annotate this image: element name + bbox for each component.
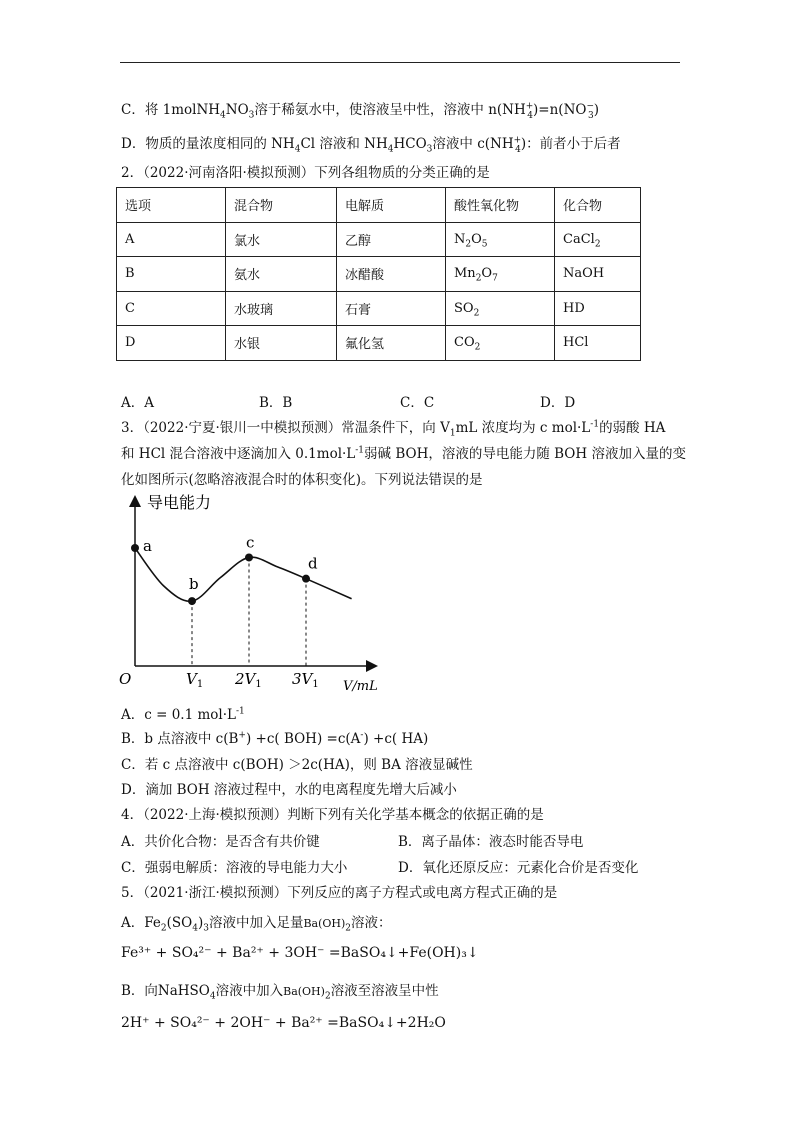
option-c-statement: C．将 $1molNH_4NO_3$溶于稀氨水中，使溶液呈中性，溶液中 $n(NH^+_4)=n(NO^-_3)$ [121, 101, 600, 121]
table-cell: 水银 [226, 326, 337, 361]
q3-option-b[interactable]: B．b 点溶液中 c(B+) +c( BOH) =c(A-) +c( HA) [121, 730, 429, 747]
data-point-b [188, 597, 196, 605]
q3-option-a[interactable]: A．c = 0.1 $mol\cdot L^{-1}$ [121, 706, 245, 723]
table-cell: CaCl$_2$ [555, 222, 641, 257]
answer-option[interactable]: D．D [540, 395, 576, 411]
table-cell: $SO_2$ [446, 291, 555, 326]
question-3-line-2: 和 HCl 混合溶液中逐滴加入 $0.1mol\cdot L^{-1}$弱碱 BOH，溶液的导电能力随 BOH 溶液加入量的变 [121, 445, 686, 462]
table-header-row [117, 188, 641, 223]
table-cell: 水玻璃 [226, 291, 337, 326]
q5-option-b[interactable]: B．向NaHSO$_4$溶液中加入$Ba(OH)_2$溶液至溶液呈中性 [121, 983, 439, 1002]
table-cell: 氯水 [226, 222, 337, 257]
q5-option-a[interactable]: A．$Fe_2(SO_4)_3$溶液中加入足量$Ba(OH)_2$溶液： [121, 915, 392, 934]
classification-table [116, 187, 641, 361]
table-cell: B [117, 257, 226, 292]
table-header: 化合物 [555, 188, 641, 223]
answer-option[interactable]: C．C [400, 395, 435, 411]
table-header: 酸性氧化物 [446, 188, 555, 223]
question-5-title: 5．（2021·浙江·模拟预测）下列反应的离子方程式或电离方程式正确的是 [121, 885, 558, 901]
header-rule [120, 62, 680, 63]
table-cell: 乙醇 [337, 222, 446, 257]
x-tick-label: $3V_1$ [292, 670, 319, 690]
x-tick-label: $V_1$ [186, 670, 204, 690]
table-cell: 石膏 [337, 291, 446, 326]
data-point-c [245, 553, 253, 561]
q3-option-c[interactable]: C．若 c 点溶液中 c(BOH) ＞2c(HA)，则 BA 溶液显碱性 [121, 757, 473, 773]
table-cell: D [117, 326, 226, 361]
table-cell: C [117, 291, 226, 326]
table-cell: 氨水 [226, 257, 337, 292]
point-label: a [143, 537, 152, 555]
question-2-options [121, 394, 575, 412]
question-2-title: 2．（2022·河南洛阳·模拟预测）下列各组物质的分类正确的是 [121, 165, 490, 181]
q3-option-d[interactable]: D．滴加 BOH 溶液过程中，水的电离程度先增大后减小 [121, 782, 457, 798]
table-header: 混合物 [226, 188, 337, 223]
point-label: b [189, 575, 199, 594]
table-cell: NaOH [555, 257, 641, 292]
table-cell: HCl [555, 326, 641, 361]
question-3-line-3: 化如图所示(忽略溶液混合时的体积变化)。下列说法错误的是 [121, 472, 483, 488]
table-row [117, 326, 641, 361]
question-4-title: 4．（2022·上海·模拟预测）判断下列有关化学基本概念的依据正确的是 [121, 807, 544, 823]
table-cell: $Mn_2O_7$ [446, 257, 555, 292]
answer-option[interactable]: A．A [121, 395, 154, 411]
question-3-line-1: 3．（2022·宁夏·银川一中模拟预测）常温条件下，向 $V_1mL$ 浓度均为 c $mol\cdot L^{-1}$的弱酸 HA [121, 419, 666, 439]
q4-option-c[interactable]: C．强弱电解质：溶液的导电能力大小 [121, 860, 348, 876]
table-cell: A [117, 222, 226, 257]
data-point-a [131, 544, 139, 552]
table-cell: 冰醋酸 [337, 257, 446, 292]
y-axis-label: 导电能力 [147, 493, 212, 512]
q4-option-b[interactable]: B．离子晶体：液态时能否导电 [398, 834, 584, 850]
series-line [135, 548, 352, 601]
q4-option-a[interactable]: A．共价化合物：是否含有共价键 [121, 834, 320, 850]
q5-equation-a: Fe³⁺ + SO₄²⁻ + Ba²⁺ + 3OH⁻ =BaSO₄↓+Fe(OH)₃↓ [121, 945, 479, 961]
table-cell: 氟化氢 [337, 326, 446, 361]
point-label: c [246, 533, 255, 552]
point-label: d [308, 554, 318, 573]
table-row [117, 222, 641, 257]
data-point-d [302, 575, 310, 583]
x-tick-label: $2V_1$ [235, 670, 262, 690]
table-row [117, 291, 641, 326]
table-cell: $CO_2$ [446, 326, 555, 361]
table-header: 电解质 [337, 188, 446, 223]
answer-option[interactable]: B．B [259, 395, 293, 411]
q5-equation-b: 2H⁺ + SO₄²⁻ + 2OH⁻ + Ba²⁺ =BaSO₄↓+2H₂O [121, 1015, 446, 1031]
q4-option-d[interactable]: D．氧化还原反应：元素化合价是否变化 [398, 860, 639, 876]
origin-label: O [119, 670, 132, 688]
table-cell: $N_2O_5$ [446, 222, 555, 257]
conductivity-chart [115, 490, 395, 700]
table-header: 选项 [117, 188, 226, 223]
table-row [117, 257, 641, 292]
table-cell: HD [555, 291, 641, 326]
option-d-statement: D．物质的量浓度相同的 $NH_4Cl$ 溶液和 $NH_4HCO_3$溶液中 $c(NH^+_4)$：前者小于后者 [121, 135, 621, 155]
x-axis-label: V/mL [343, 679, 378, 694]
